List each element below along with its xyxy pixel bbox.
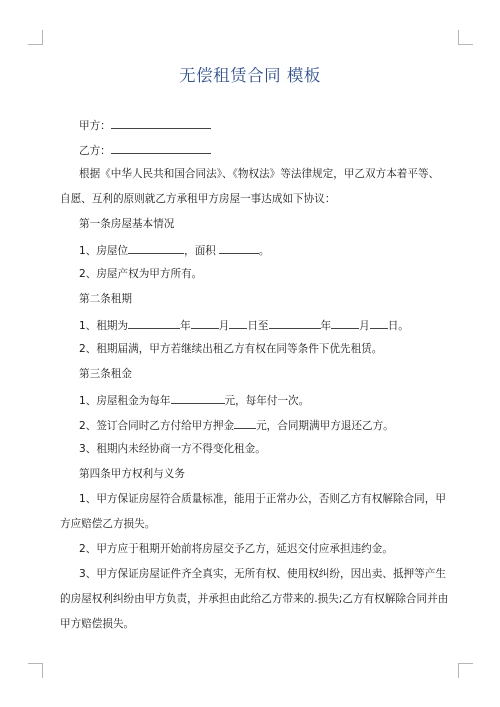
s2-month-1: 月 [218, 320, 230, 332]
section-4-item-3-line-3: 甲方赔偿损失。 [60, 618, 135, 630]
end-month-blank [331, 317, 359, 329]
party-a-blank [111, 117, 211, 129]
s2-month-2: 月 [359, 320, 370, 332]
section-1-heading: 第一条房屋基本情况 [79, 218, 175, 230]
start-day-blank [229, 317, 247, 329]
s2-day-to: 日至 [247, 320, 269, 332]
end-year-blank [269, 317, 321, 329]
s2-day-end: 日。 [387, 320, 409, 332]
section-2-heading: 第二条租期 [79, 293, 132, 305]
section-4-item-1-line-1: 1、甲方保证房屋符合质量标准，能用于正常办公，否则乙方有权解除合同，甲 [79, 493, 446, 505]
party-a-line [79, 117, 439, 133]
s2-year-1: 年 [180, 320, 191, 332]
section-2-item-2: 2、租期届满，甲方若继续出租乙方有权在同等条件下优先租赁。 [79, 343, 383, 355]
section-4-item-3-line-1: 3、甲方保证房屋证件齐全真实，无所有权、使用权纠纷，因出卖、抵押等产生 [79, 568, 446, 580]
s1-item1-end: 。 [258, 245, 270, 257]
s2-year-2: 年 [320, 320, 332, 332]
section-4-item-2: 2、甲方应于租期开始前将房屋交予乙方，延迟交付应承担违约金。 [79, 543, 393, 555]
crop-mark-top-right [458, 30, 473, 45]
s3-item2-end: 元，合同期满甲方退还乙方。 [256, 420, 394, 432]
s3-item2-text: 2、签订合同时乙方付给甲方押金 [79, 420, 235, 432]
start-month-blank [191, 317, 219, 329]
start-year-blank [128, 317, 180, 329]
crop-mark-bottom-left [28, 663, 43, 678]
party-a-label: 甲方： [79, 120, 111, 132]
crop-mark-top-left [28, 30, 43, 45]
section-4-heading: 第四条甲方权利与义务 [79, 468, 185, 480]
rent-blank [171, 392, 225, 404]
s1-item1-area-text: ，面积 [184, 245, 216, 257]
party-b-label: 乙方： [79, 145, 111, 157]
section-4-item-3-line-2: 的房屋权利纠纷由甲方负责，并承担由此给乙方带来的.损失;乙方有权解除合同并由 [60, 593, 449, 605]
deposit-blank [234, 417, 256, 429]
intro-line-2: 自愿、互利的原则就乙方承租甲方房屋一事达成如下协议： [60, 193, 336, 205]
s1-item1-text: 1、房屋位 [79, 245, 129, 257]
section-3-item-2 [79, 417, 439, 433]
section-1-item-1 [79, 242, 439, 258]
s2-item1-text: 1、租期为 [79, 320, 129, 332]
section-4-item-1-line-2: 方应赔偿乙方损失。 [60, 518, 156, 530]
s3-item1-end: 元，每年付一次。 [224, 395, 310, 407]
section-3-heading: 第三条租金 [79, 368, 132, 380]
location-blank [128, 242, 184, 254]
section-3-item-1 [79, 392, 439, 408]
area-blank [219, 242, 259, 254]
intro-line-1: 根据《中华人民共和国合同法》、《物权法》等法律规定，甲乙双方本着平等、 [79, 168, 440, 180]
party-b-blank [111, 142, 211, 154]
party-b-line [79, 142, 439, 158]
crop-mark-bottom-right [458, 663, 473, 678]
end-day-blank [370, 317, 388, 329]
section-1-item-2: 2、房屋产权为甲方所有。 [79, 268, 203, 280]
document-title: 无偿租赁合同 模板 [179, 66, 321, 85]
section-3-item-3: 3、租期内未经协商一方不得变化租金。 [79, 443, 266, 455]
section-2-item-1 [79, 317, 439, 333]
s3-item1-text: 1、房屋租金为每年 [79, 395, 171, 407]
